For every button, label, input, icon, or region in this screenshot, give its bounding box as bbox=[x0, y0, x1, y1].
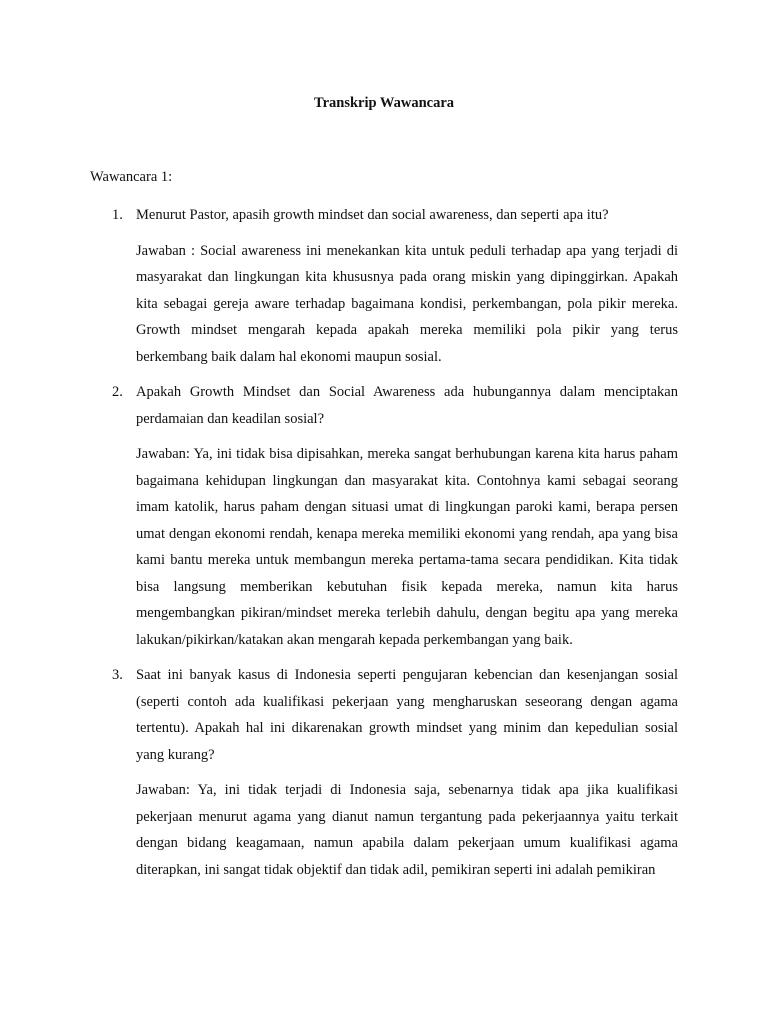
interview-question-list bbox=[90, 202, 678, 883]
answer-text: Jawaban: Ya, ini tidak terjadi di Indonesia saja, sebenarnya tidak apa jika kualifikasi pekerjaan menurut agama yang dianut namun tergantung pada pekerjaannya yaitu terkait dengan bidang keagamaan, namun apabila dalam pekerjaan umum kualifikasi agama diterapkan, ini sangat tidak objektif dan tidak adil, pemikiran seperti ini adalah pemikiran bbox=[136, 782, 678, 878]
question-text: Saat ini banyak kasus di Indonesia seperti pengujaran kebencian dan kesenjangan sosial (seperti contoh ada kualifikasi pekerjaan yang mengharuskan seseorang dengan agama tertentu). Apakah hal ini dikarenakan growth mindset yang minim dan kepedulian sosial yang kurang? bbox=[136, 667, 678, 763]
list-item bbox=[90, 379, 678, 653]
list-item bbox=[90, 202, 678, 370]
item-number: 2. bbox=[112, 384, 123, 400]
answer-text: Jawaban : Social awareness ini menekankan kita untuk peduli terhadap apa yang terjadi di masyarakat dan lingkungan kita khususnya pada orang miskin yang dipinggirkan. Apakah kita sebagai gereja aware terhadap bagaimana kondisi, perkembangan, pola pikir mereka. Growth mindset mengarah kepada apakah mereka memiliki pola pikir yang terus berkembang baik dalam hal ekonomi maupun sosial. bbox=[136, 242, 678, 365]
item-number: 1. bbox=[112, 207, 123, 223]
document-title: Transkrip Wawancara bbox=[313, 95, 455, 111]
answer-text: Jawaban: Ya, ini tidak bisa dipisahkan, mereka sangat berhubungan karena kita harus paham bagaimana kehidupan lingkungan dan masyarakat kita. Contohnya kami sebagai seorang imam katolik, harus paham dengan situasi umat di lingkungan paroki kami, berapa persen umat dengan ekonomi rendah, kenapa mereka memiliki ekonomi yang rendah, apa yang bisa kami bantu mereka untuk membangun mereka pertama-tama secara pendidikan. Kita tidak bisa langsung memberikan kebutuhan fisik kepada mereka, namun kita harus mengembangkan pikiran/mindset mereka terlebih dahulu, dengan begitu apa yang mereka lakukan/pikirkan/katakan akan mengarah kepada perkembangan yang baik. bbox=[136, 446, 678, 648]
question-text: Apakah Growth Mindset dan Social Awareness ada hubungannya dalam menciptakan perdamaian dan keadilan sosial? bbox=[136, 384, 678, 427]
item-number: 3. bbox=[112, 667, 123, 683]
list-item bbox=[90, 662, 678, 883]
section-label: Wawancara 1: bbox=[90, 169, 173, 185]
question-text: Menurut Pastor, apasih growth mindset dan social awareness, dan seperti apa itu? bbox=[136, 207, 609, 223]
